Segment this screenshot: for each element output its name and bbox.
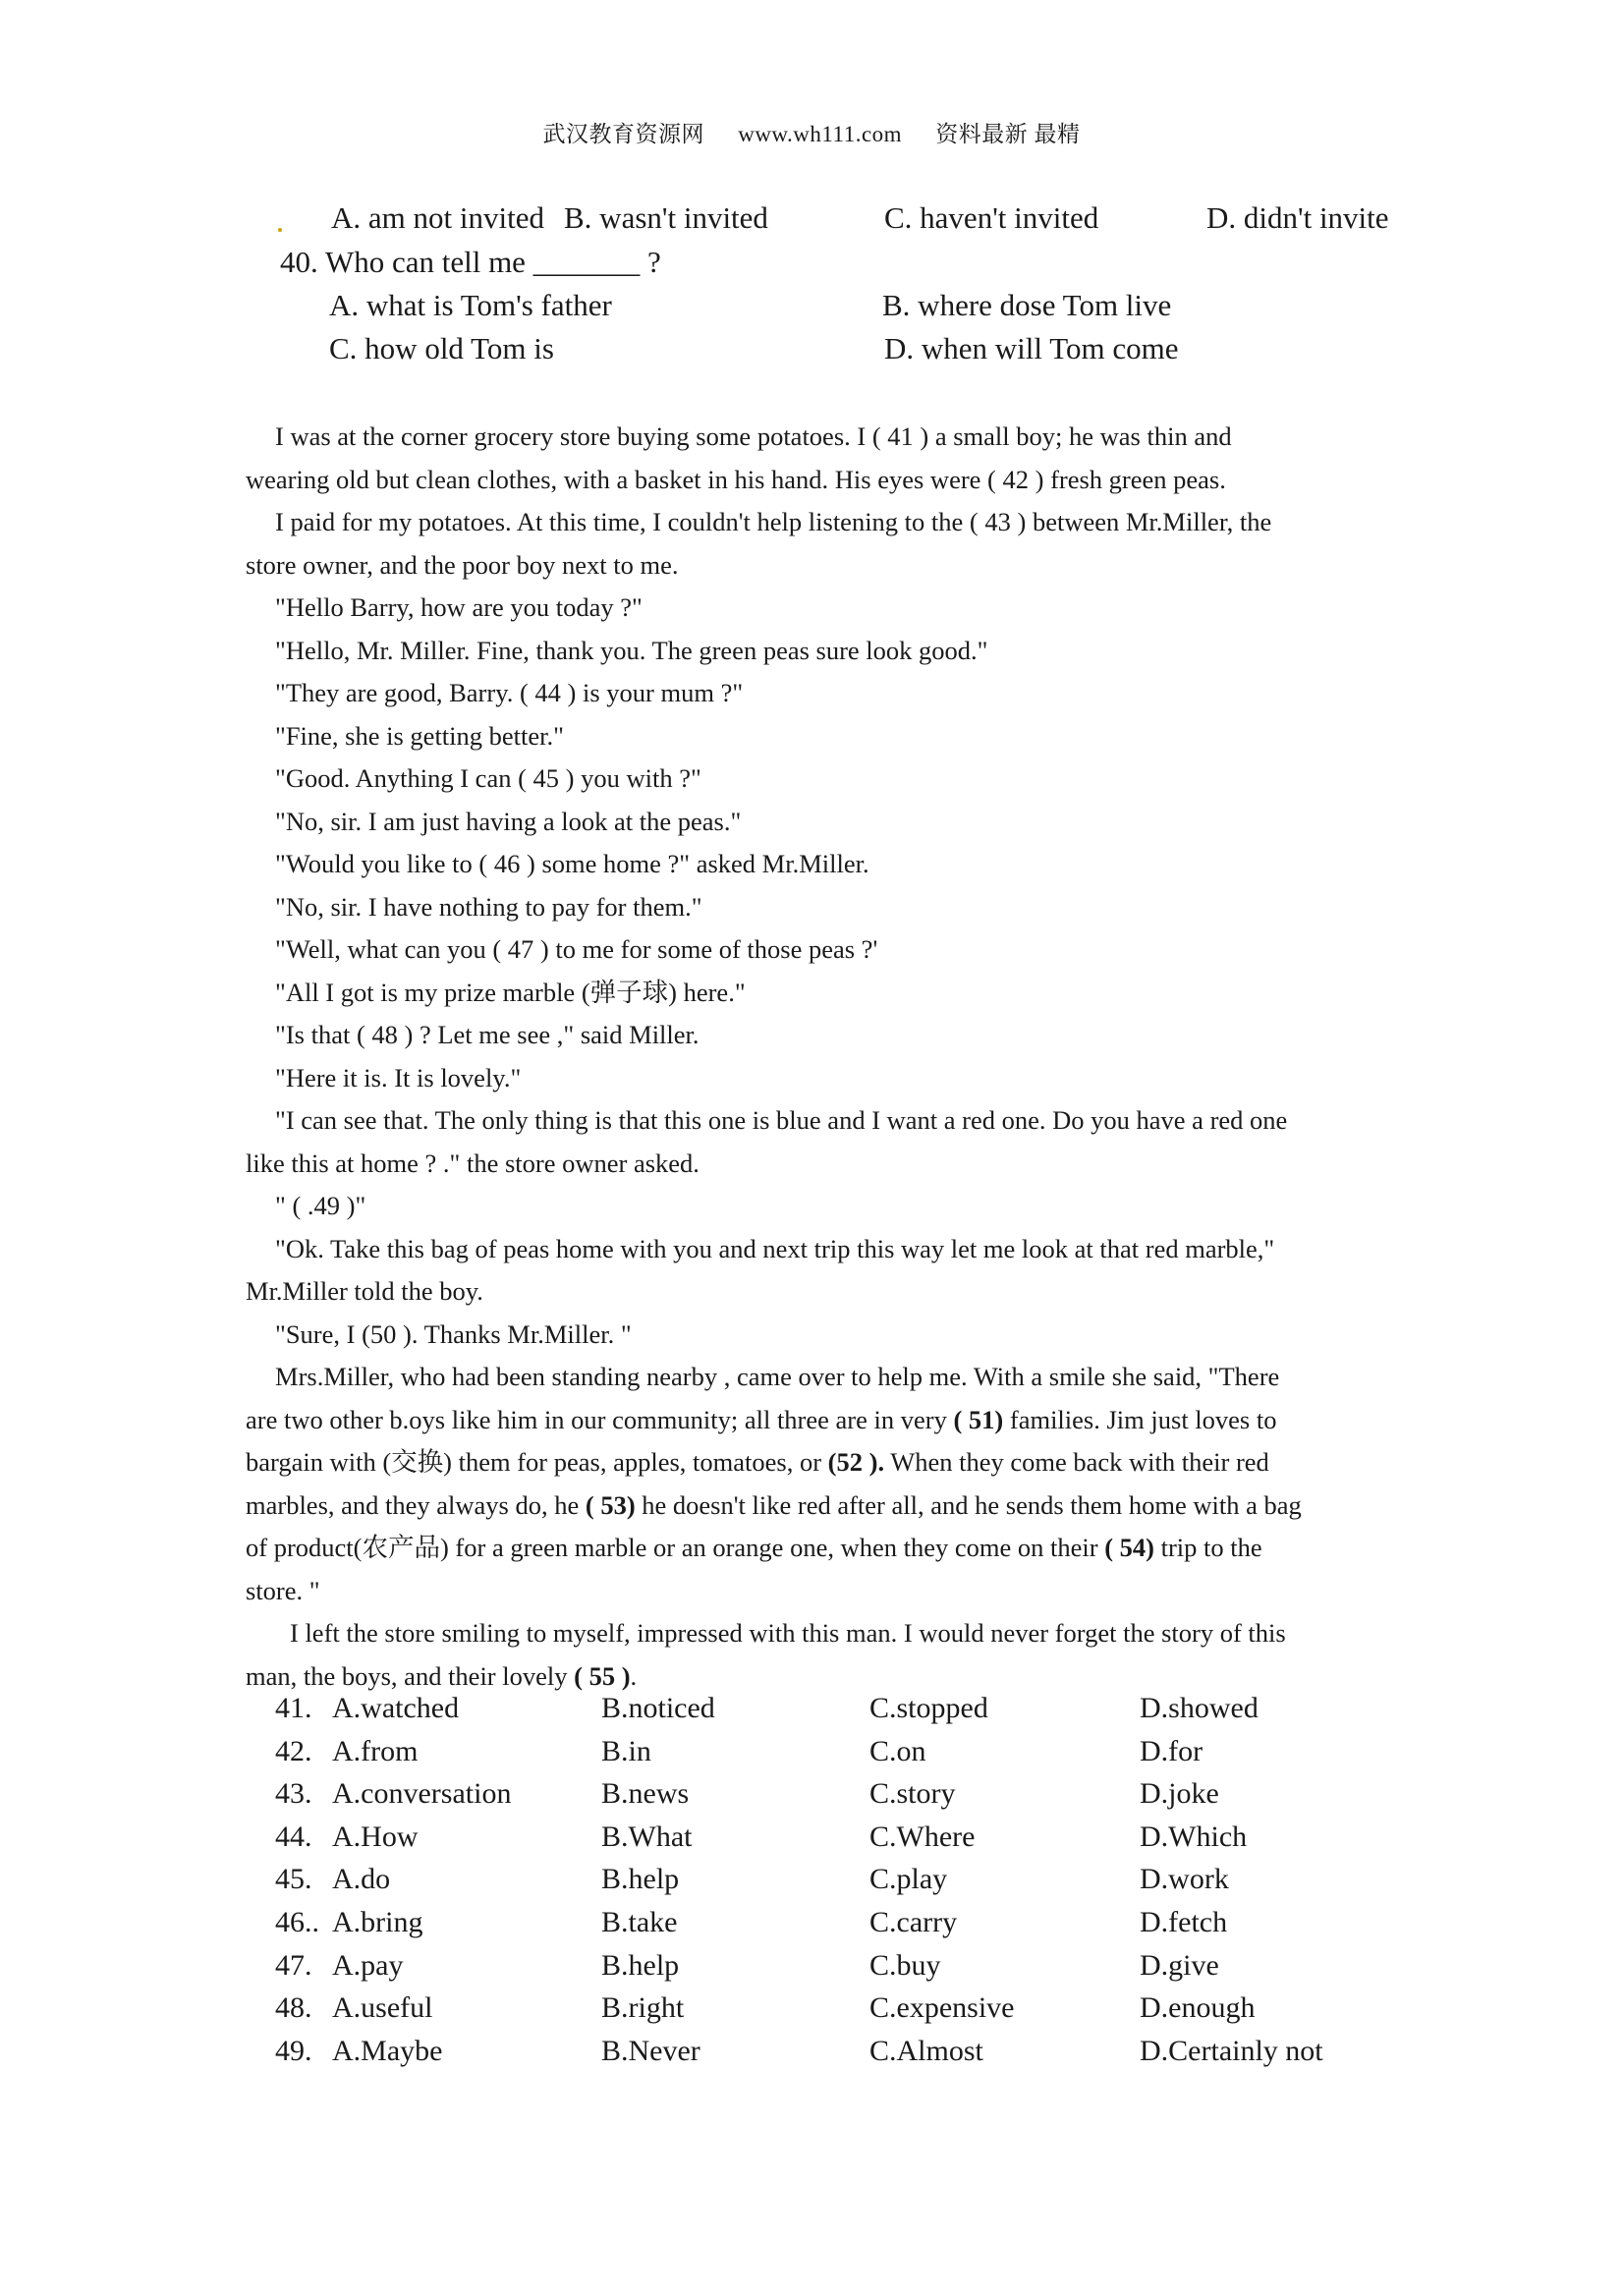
passage-line: store. " [246, 1575, 320, 1605]
choice-b: B.help [601, 1948, 680, 1982]
passage-line: Mrs.Miller, who had been standing nearby , came over to help me. With a smile she said, "There [275, 1362, 1280, 1391]
reading-passage [246, 416, 1425, 1698]
passage-line: "Good. Anything I can ( 45 ) you with ?" [275, 763, 701, 793]
question-number: 44. [275, 1820, 312, 1853]
passage-line: Mr.Miller told the boy. [246, 1276, 483, 1306]
choice-a: A.do [332, 1863, 391, 1896]
passage-line: of product(农产品) for a green marble or an orange one, when they come on their ( 54) trip to the [246, 1533, 1262, 1562]
passage-line: " ( .49 )" [275, 1191, 366, 1220]
choice-b: B.in [601, 1734, 651, 1767]
choice-c: C.play [869, 1863, 948, 1896]
choice-d: D.fetch [1140, 1905, 1228, 1938]
choice-a: A.watched [332, 1692, 460, 1724]
q40-option-d: D. when will Tom come [884, 331, 1179, 365]
choice-b: B.noticed [601, 1692, 715, 1724]
q40-stem: 40. Who can tell me _______ ? [280, 245, 661, 279]
choice-b: B.right [601, 1991, 685, 2025]
choice-a: A.bring [332, 1905, 423, 1938]
choice-b: B.news [601, 1777, 690, 1811]
q40-option-c: C. how old Tom is [329, 331, 554, 365]
passage-line: I paid for my potatoes. At this time, I couldn't help listening to the ( 43 ) between Mr.Miller, the [275, 507, 1272, 536]
q40-option-a: A. what is Tom's father [329, 288, 612, 322]
choice-d: D.Certainly not [1140, 2034, 1323, 2067]
passage-line: "No, sir. I have nothing to pay for them." [275, 891, 702, 922]
page-header [0, 116, 1623, 148]
passage-line: "Sure, I (50 ). Thanks Mr.Miller. " [275, 1318, 632, 1349]
choice-a: A.How [332, 1820, 419, 1853]
passage-line: "Ok. Take this bag of peas home with you and next trip this way let me look at that red marble," [275, 1233, 1275, 1263]
q40-stem-row [0, 245, 1623, 284]
question-number: 49. [275, 2034, 312, 2067]
q39-option-d: D. didn't invite [1206, 200, 1389, 235]
choice-d: D.for [1140, 1734, 1203, 1767]
passage-line: "Would you like to ( 46 ) some home ?" asked Mr.Miller. [275, 849, 869, 878]
choice-c: C.Almost [869, 2034, 983, 2067]
passage-line: "No, sir. I am just having a look at the peas." [275, 806, 742, 836]
choice-d: D.enough [1140, 1991, 1256, 2025]
choice-b: B.Never [601, 2034, 700, 2067]
passage-line: "Fine, she is getting better." [275, 720, 564, 751]
passage-line: like this at home ? ." the store owner asked. [246, 1148, 700, 1178]
passage-line: "Here it is. It is lovely." [275, 1062, 522, 1092]
header-site-name: 武汉教育资源网 [542, 122, 704, 146]
question-number: 46.. [275, 1905, 319, 1938]
choice-d: D.joke [1140, 1777, 1219, 1811]
passage-line: wearing old but clean clothes, with a basket in his hand. His eyes were ( 42 ) fresh green peas. [246, 464, 1226, 494]
question-number: 45. [275, 1863, 312, 1896]
header-url: www.wh111.com [738, 122, 903, 146]
choice-a: A.pay [332, 1948, 404, 1982]
choice-a: A.Maybe [332, 2034, 443, 2067]
blank-52: (52 ). [827, 1447, 885, 1477]
q40-options-row-1 [0, 288, 1623, 327]
passage-line: "They are good, Barry. ( 44 ) is your mum ?" [275, 678, 744, 707]
q39-option-c: C. haven't invited [884, 200, 1099, 235]
header-tagline: 资料最新 最精 [935, 122, 1081, 146]
question-number: 48. [275, 1991, 312, 2025]
choice-c: C.carry [869, 1905, 958, 1938]
passage-line: I left the store smiling to myself, impressed with this man. I would never forget the story of this [290, 1618, 1286, 1648]
passage-line: "Well, what can you ( 47 ) to me for some of those peas ?' [275, 934, 878, 964]
choice-b: B.What [601, 1820, 693, 1853]
q40-option-b: B. where dose Tom live [882, 288, 1172, 322]
choice-c: C.Where [869, 1820, 976, 1853]
passage-line: are two other b.oys like him in our community; all three are in very ( 51) families. Jim just loves to [246, 1404, 1277, 1434]
question-number: 41. [275, 1692, 312, 1724]
choice-c: C.stopped [869, 1692, 988, 1724]
choice-c: C.story [869, 1777, 956, 1811]
q39-options [0, 200, 1623, 240]
passage-line: "I can see that. The only thing is that this one is blue and I want a red one. Do you have a red one [275, 1105, 1288, 1135]
passage-line: bargain with (交换) them for peas, apples, tomatoes, or (52 ). When they come back with their red [246, 1447, 1269, 1477]
choice-b: B.take [601, 1905, 678, 1938]
choice-c: C.expensive [869, 1991, 1015, 2025]
choice-d: D.Which [1140, 1820, 1248, 1853]
question-number: 42. [275, 1734, 312, 1767]
blank-55: ( 55 ) [574, 1660, 631, 1691]
choice-c: C.buy [869, 1948, 941, 1982]
choice-a: A.useful [332, 1991, 433, 2025]
question-number: 43. [275, 1777, 312, 1811]
choice-d: D.give [1140, 1948, 1219, 1982]
choice-a: A.conversation [332, 1777, 512, 1811]
q39-option-a: A. am not invited [331, 200, 544, 235]
passage-line: marbles, and they always do, he ( 53) he doesn't like red after all, and he sends them home with a bag [246, 1489, 1302, 1520]
blank-53: ( 53) [585, 1489, 636, 1520]
choice-c: C.on [869, 1734, 926, 1767]
choice-b: B.help [601, 1863, 680, 1896]
passage-line: I was at the corner grocery store buying some potatoes. I ( 41 ) a small boy; he was thin and [275, 421, 1232, 451]
choice-d: D.work [1140, 1863, 1229, 1896]
blank-51: ( 51) [953, 1404, 1004, 1434]
choice-d: D.showed [1140, 1692, 1259, 1724]
choice-a: A.from [332, 1734, 419, 1767]
passage-line: store owner, and the poor boy next to me. [246, 549, 679, 580]
passage-line: "All I got is my prize marble (弹子球) here." [275, 977, 746, 1007]
q40-options-row-2 [0, 331, 1623, 370]
q39-option-b: B. wasn't invited [564, 200, 768, 235]
blank-54: ( 54) [1104, 1533, 1154, 1562]
passage-line: "Hello Barry, how are you today ?" [275, 592, 643, 622]
passage-line: man, the boys, and their lovely ( 55 ). [246, 1660, 638, 1691]
passage-line: "Is that ( 48 ) ? Let me see ," said Miller. [275, 1020, 700, 1049]
passage-line: "Hello, Mr. Miller. Fine, thank you. The green peas sure look good." [275, 635, 988, 665]
question-number: 47. [275, 1948, 312, 1982]
